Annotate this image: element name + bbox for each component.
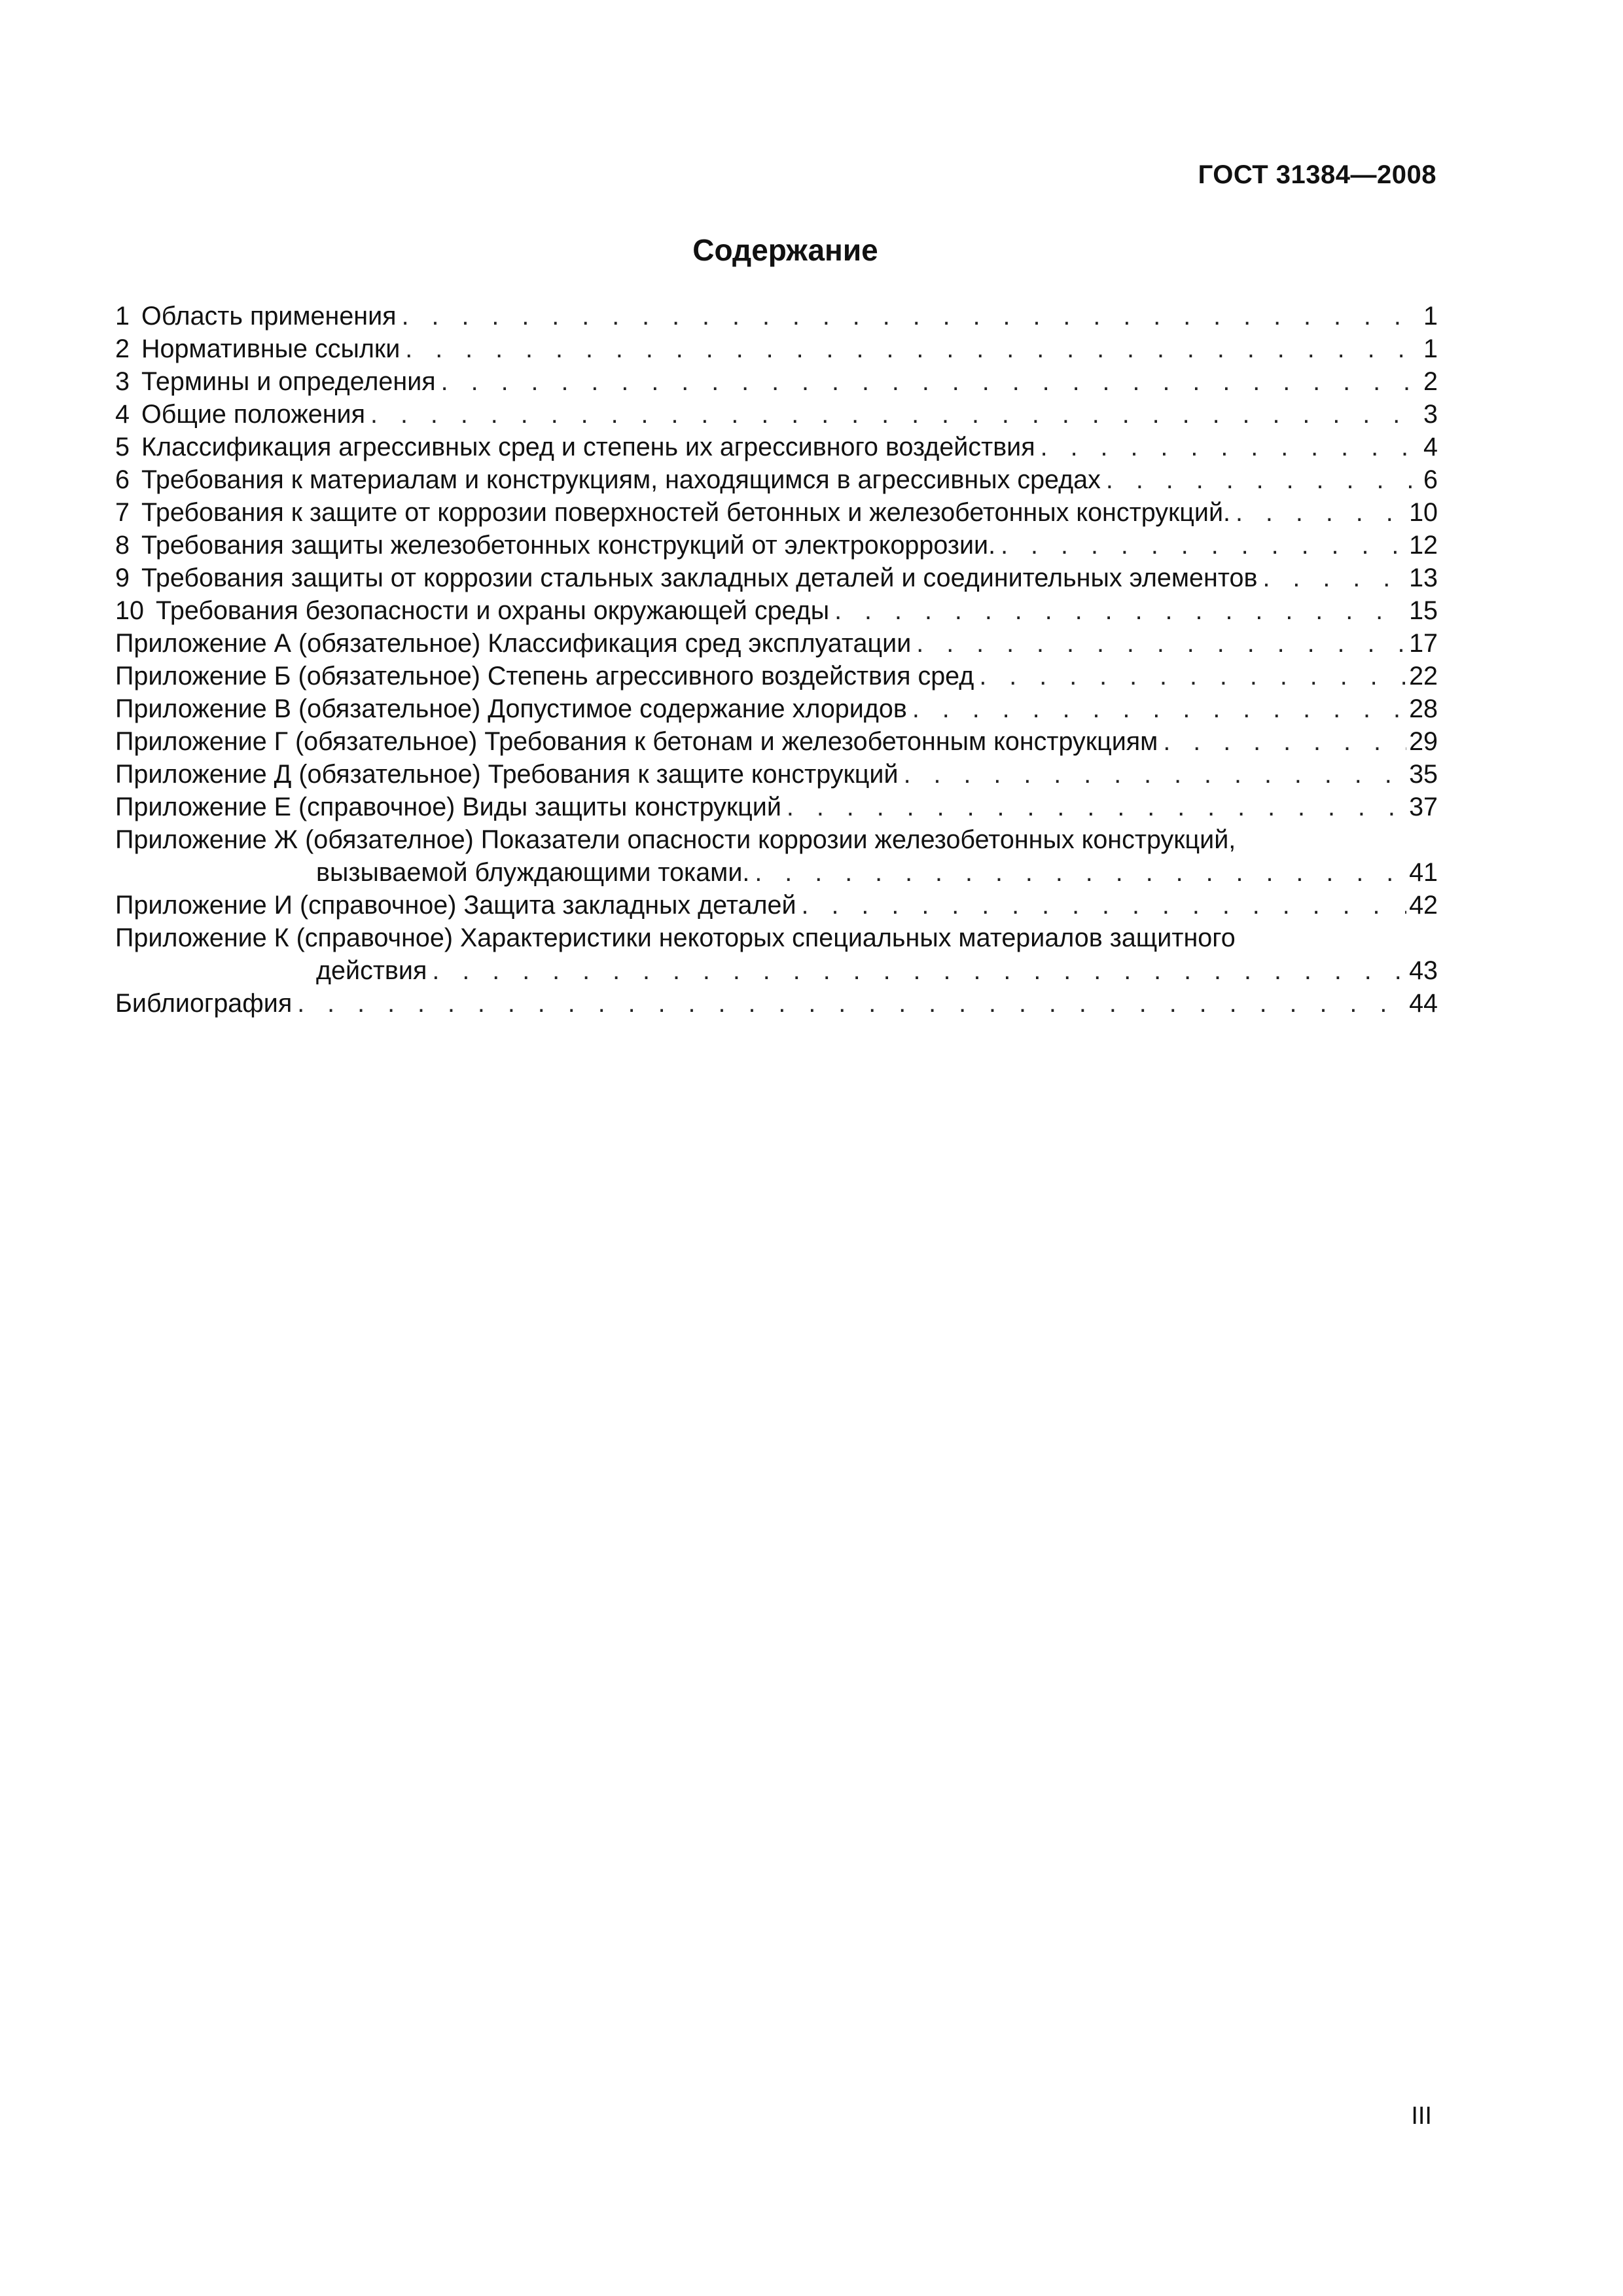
toc-entry-label: Приложение Б (обязательное) Степень агрессивного воздействия сред: [115, 662, 974, 691]
toc-entry-label: Приложение В (обязательное) Допустимое содержание хлоридов: [115, 694, 907, 723]
toc-entry-number: 3: [115, 367, 130, 396]
toc-entry-page: 41: [1409, 858, 1438, 887]
toc-entry-label: Приложение А (обязательное) Классификация сред эксплуатации: [115, 629, 912, 658]
toc-entry[interactable]: [115, 562, 1438, 594]
toc-entry-appendix[interactable]: [115, 922, 1438, 987]
toc-entry-label: Требования защиты от коррозии стальных закладных деталей и соединительных элементов: [141, 564, 1258, 592]
toc-entry-number: 10: [115, 596, 144, 625]
toc-entry-page: 4: [1423, 433, 1438, 461]
toc-entry-appendix[interactable]: [115, 823, 1438, 889]
toc-entry-page: 1: [1423, 334, 1438, 363]
toc-entry[interactable]: [115, 496, 1438, 529]
toc-entry[interactable]: [115, 300, 1438, 332]
toc-entry-label: Требования к защите от коррозии поверхностей бетонных и железобетонных конструкций.: [141, 498, 1230, 527]
leader-dots: [397, 300, 1421, 332]
toc-entry-appendix[interactable]: [115, 660, 1438, 692]
toc-entry-appendix[interactable]: [115, 725, 1438, 758]
toc-entry-page: 12: [1409, 531, 1438, 560]
toc-entry-label: Термины и определения: [141, 367, 436, 396]
toc-entry-page: 15: [1409, 596, 1438, 625]
table-of-contents: [115, 300, 1438, 1020]
toc-title: Содержание: [692, 233, 878, 267]
toc-entry-page: 10: [1409, 498, 1438, 527]
leader-dots: [829, 594, 1406, 627]
toc-entry-page: 44: [1409, 989, 1438, 1018]
leader-dots: [796, 889, 1407, 922]
toc-entry-label: Приложение Е (справочное) Виды защиты конструкций: [115, 793, 781, 821]
toc-entry-page: 22: [1409, 662, 1438, 691]
toc-entry-page: 17: [1409, 629, 1438, 658]
leader-dots: [427, 954, 1406, 987]
toc-entry-number: 1: [115, 302, 130, 331]
toc-entry-label: Приложение К (справочное) Характеристики некоторых специальных материалов защитного: [115, 924, 1236, 952]
toc-entry-label-continuation: вызываемой блуждающими токами.: [316, 858, 750, 887]
toc-entry-page: 37: [1409, 793, 1438, 821]
toc-entry-number: 9: [115, 564, 130, 592]
toc-entry-bibliography[interactable]: [115, 987, 1438, 1020]
leader-dots: [781, 791, 1406, 823]
toc-entry-appendix[interactable]: [115, 791, 1438, 823]
toc-entry-page: 13: [1409, 564, 1438, 592]
toc-entry-page: 2: [1423, 367, 1438, 396]
toc-entry[interactable]: [115, 332, 1438, 365]
toc-entry[interactable]: [115, 529, 1438, 562]
document-code: ГОСТ 31384—2008: [1198, 160, 1436, 189]
leader-dots: [1158, 725, 1406, 758]
toc-entry-appendix[interactable]: [115, 627, 1438, 660]
toc-entry-number: 4: [115, 400, 130, 429]
toc-entry-label: Приложение Д (обязательное) Требования к защите конструкций: [115, 760, 899, 789]
toc-entry-label: Классификация агрессивных сред и степень их агрессивного воздействия: [141, 433, 1035, 461]
toc-entry-appendix[interactable]: [115, 692, 1438, 725]
toc-entry-appendix[interactable]: [115, 758, 1438, 791]
toc-entry-label-continuation: действия: [316, 956, 427, 985]
leader-dots: [907, 692, 1406, 725]
leader-dots: [1230, 496, 1406, 529]
toc-entry-page: 28: [1409, 694, 1438, 723]
toc-entry[interactable]: [115, 594, 1438, 627]
toc-entry[interactable]: [115, 398, 1438, 431]
toc-entry-label: Нормативные ссылки: [141, 334, 401, 363]
toc-entry-label: Общие положения: [141, 400, 365, 429]
toc-entry-label: Приложение Г (обязательное) Требования к бетонам и железобетонным конструкциям: [115, 727, 1158, 756]
toc-entry-page: 35: [1409, 760, 1438, 789]
toc-entry-number: 7: [115, 498, 130, 527]
toc-entry-page: 42: [1409, 891, 1438, 920]
toc-entry-label: Требования к материалам и конструкциям, находящимся в агрессивных средах: [141, 465, 1101, 494]
toc-entry-number: 2: [115, 334, 130, 363]
page-number: III: [1411, 2102, 1432, 2130]
toc-entry-label: Приложение И (справочное) Защита закладных деталей: [115, 891, 796, 920]
leader-dots: [749, 856, 1406, 889]
toc-entry-number: 6: [115, 465, 130, 494]
leader-dots: [1035, 431, 1421, 463]
toc-entry-page: 3: [1423, 400, 1438, 429]
toc-entry-number: 8: [115, 531, 130, 560]
toc-entry[interactable]: [115, 463, 1438, 496]
toc-entry-number: 5: [115, 433, 130, 461]
leader-dots: [974, 660, 1406, 692]
toc-entry-page: 1: [1423, 302, 1438, 331]
leader-dots: [1257, 562, 1406, 594]
leader-dots: [292, 987, 1406, 1020]
toc-entry-label: Приложение Ж (обязателное) Показатели опасности коррозии железобетонных конструкций,: [115, 825, 1236, 854]
toc-entry-label: Требования защиты железобетонных конструкций от электрокоррозии.: [141, 531, 996, 560]
toc-entry-appendix[interactable]: [115, 889, 1438, 922]
toc-entry[interactable]: [115, 431, 1438, 463]
leader-dots: [365, 398, 1421, 431]
toc-entry-page: 29: [1409, 727, 1438, 756]
toc-entry-label: Область применения: [141, 302, 397, 331]
toc-entry-label: Требования безопасности и охраны окружающей среды: [155, 596, 830, 625]
leader-dots: [400, 332, 1421, 365]
leader-dots: [911, 627, 1406, 660]
leader-dots: [436, 365, 1421, 398]
leader-dots: [1101, 463, 1421, 496]
toc-entry-page: 43: [1409, 956, 1438, 985]
toc-entry-page: 6: [1423, 465, 1438, 494]
toc-entry-label: Библиография: [115, 989, 293, 1018]
toc-entry[interactable]: [115, 365, 1438, 398]
leader-dots: [995, 529, 1406, 562]
leader-dots: [899, 758, 1407, 791]
